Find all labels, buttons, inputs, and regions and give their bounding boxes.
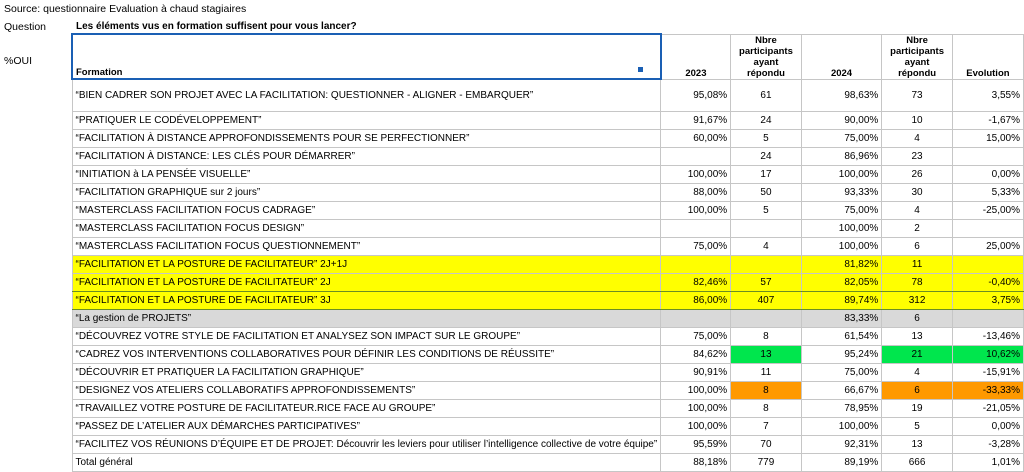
cell-nb-2024[interactable]: 4 — [882, 130, 953, 148]
table-row — [72, 238, 1024, 256]
cell-evolution[interactable] — [952, 148, 1023, 166]
cell-evolution[interactable]: 3,55% — [952, 79, 1023, 112]
cell-nb-2024[interactable]: 2 — [882, 220, 953, 238]
cell-2024[interactable]: 92,31% — [801, 436, 882, 454]
table-row — [72, 184, 1024, 202]
cell-nb-2024[interactable]: 30 — [882, 184, 953, 202]
table-row — [72, 292, 1024, 310]
cell-evolution[interactable]: 3,75% — [952, 292, 1023, 310]
cell-2024[interactable]: 75,00% — [801, 202, 882, 220]
cell-2023[interactable]: 90,91% — [661, 364, 731, 382]
question-label: Question — [4, 21, 47, 33]
cell-2023[interactable]: 100,00% — [661, 418, 731, 436]
cell-2023[interactable]: 84,62% — [661, 346, 731, 364]
cell-2024[interactable]: 81,82% — [801, 256, 882, 274]
cell-nb-2023[interactable]: 779 — [731, 454, 802, 472]
cell-2023[interactable] — [661, 148, 731, 166]
cell-2023[interactable]: 100,00% — [661, 166, 731, 184]
cell-nb-2023[interactable]: 70 — [731, 436, 802, 454]
table-row — [72, 310, 1024, 328]
cell-2023[interactable]: 60,00% — [661, 130, 731, 148]
cell-2023[interactable]: 91,67% — [661, 112, 731, 130]
cell-nb-2023[interactable]: 24 — [731, 148, 802, 166]
cell-formation[interactable]: “FACILITATION À DISTANCE APPROFONDISSEMENTS POUR SE PERFECTIONNER” — [72, 130, 661, 148]
cell-nb-2024[interactable]: 4 — [882, 202, 953, 220]
cell-2024[interactable]: 75,00% — [801, 130, 882, 148]
table-row — [72, 148, 1024, 166]
cell-nb-2023[interactable]: 7 — [731, 418, 802, 436]
cell-2024[interactable]: 83,33% — [801, 310, 882, 328]
cell-evolution[interactable] — [952, 256, 1023, 274]
cell-nb-2023[interactable]: 4 — [731, 238, 802, 256]
cell-formation[interactable]: “La gestion de PROJETS” — [72, 310, 661, 328]
cell-formation[interactable]: “MASTERCLASS FACILITATION FOCUS CADRAGE” — [72, 202, 661, 220]
cell-formation[interactable]: “FACILITEZ VOS RÉUNIONS D’ÉQUIPE ET DE PROJET: Découvrir les leviers pour utiliser l’intelligence collective de votre équipe” — [72, 436, 661, 454]
cell-evolution[interactable]: -3,28% — [952, 436, 1023, 454]
cell-nb-2023[interactable]: 8 — [731, 328, 802, 346]
cell-nb-2024[interactable]: 23 — [882, 148, 953, 166]
table-row — [72, 418, 1024, 436]
cell-nb-2023[interactable] — [731, 256, 802, 274]
table-row — [72, 364, 1024, 382]
cell-nb-2024[interactable]: 4 — [882, 364, 953, 382]
cell-nb-2023[interactable]: 13 — [731, 346, 802, 364]
cell-nb-2024[interactable]: 10 — [882, 112, 953, 130]
cell-formation[interactable]: “FACILITATION ET LA POSTURE DE FACILITATEUR” 2J — [72, 274, 661, 292]
cell-nb-2024[interactable]: 5 — [882, 418, 953, 436]
cell-evolution[interactable]: 15,00% — [952, 130, 1023, 148]
cell-formation[interactable]: “MASTERCLASS FACILITATION FOCUS QUESTIONNEMENT” — [72, 238, 661, 256]
cell-evolution[interactable]: -15,91% — [952, 364, 1023, 382]
table-row — [72, 130, 1024, 148]
table-row — [72, 328, 1024, 346]
cell-evolution[interactable]: -1,67% — [952, 112, 1023, 130]
cell-2023[interactable]: 100,00% — [661, 400, 731, 418]
table-row — [72, 112, 1024, 130]
cell-2023[interactable] — [661, 256, 731, 274]
cell-2024[interactable]: 86,96% — [801, 148, 882, 166]
cell-2024[interactable]: 90,00% — [801, 112, 882, 130]
cell-formation[interactable]: “PRATIQUER LE CODÉVELOPPEMENT” — [72, 112, 661, 130]
cell-2023[interactable] — [661, 310, 731, 328]
cell-formation[interactable]: “FACILITATION ET LA POSTURE DE FACILITATEUR” 3J — [72, 292, 661, 310]
table-row — [72, 274, 1024, 292]
cell-nb-2023[interactable]: 8 — [731, 382, 802, 400]
cell-nb-2023[interactable]: 407 — [731, 292, 802, 310]
cell-2023[interactable]: 95,59% — [661, 436, 731, 454]
cell-nb-2024[interactable]: 11 — [882, 256, 953, 274]
table-row — [72, 220, 1024, 238]
cell-formation[interactable]: “DÉCOUVREZ VOTRE STYLE DE FACILITATION ET ANALYSEZ SON IMPACT SUR LE GROUPE” — [72, 328, 661, 346]
cell-evolution[interactable]: -13,46% — [952, 328, 1023, 346]
cell-2023[interactable]: 88,00% — [661, 184, 731, 202]
cell-evolution[interactable]: 5,33% — [952, 184, 1023, 202]
cell-evolution[interactable]: -21,05% — [952, 400, 1023, 418]
cell-nb-2024[interactable]: 6 — [882, 310, 953, 328]
table-row — [72, 400, 1024, 418]
cell-nb-2024[interactable]: 13 — [882, 328, 953, 346]
cell-2024[interactable]: 100,00% — [801, 220, 882, 238]
cell-formation[interactable]: “PASSEZ DE L’ATELIER AUX DÉMARCHES PARTICIPATIVES” — [72, 418, 661, 436]
cell-evolution[interactable]: 0,00% — [952, 418, 1023, 436]
cell-formation[interactable]: “BIEN CADRER SON PROJET AVEC LA FACILITATION: QUESTIONNER - ALIGNER - EMBARQUER” — [72, 79, 661, 112]
cell-2024[interactable]: 100,00% — [801, 418, 882, 436]
cell-nb-2023[interactable]: 57 — [731, 274, 802, 292]
cell-2023[interactable]: 100,00% — [661, 202, 731, 220]
table-row — [72, 202, 1024, 220]
cell-nb-2023[interactable]: 11 — [731, 364, 802, 382]
cell-2024[interactable]: 93,33% — [801, 184, 882, 202]
cell-nb-2023[interactable] — [731, 220, 802, 238]
cell-formation[interactable]: “INITIATION à LA PENSÉE VISUELLE” — [72, 166, 661, 184]
cell-nb-2024[interactable]: 13 — [882, 436, 953, 454]
cell-formation[interactable]: Total général — [72, 454, 661, 472]
cell-2023[interactable]: 86,00% — [661, 292, 731, 310]
cell-evolution[interactable]: 1,01% — [952, 454, 1023, 472]
cell-nb-2023[interactable]: 24 — [731, 112, 802, 130]
cell-2023[interactable]: 82,46% — [661, 274, 731, 292]
cell-nb-2024[interactable]: 6 — [882, 238, 953, 256]
cell-evolution[interactable]: 10,62% — [952, 346, 1023, 364]
cell-evolution[interactable] — [952, 310, 1023, 328]
cell-evolution[interactable] — [952, 220, 1023, 238]
source-note: Source: questionnaire Evaluation à chaud stagiaires — [4, 3, 247, 15]
cell-2024[interactable]: 98,63% — [801, 79, 882, 112]
cell-2023[interactable] — [661, 220, 731, 238]
table-row — [72, 256, 1024, 274]
cell-2024[interactable]: 89,19% — [801, 454, 882, 472]
cell-2024[interactable]: 100,00% — [801, 166, 882, 184]
cell-2023[interactable]: 75,00% — [661, 328, 731, 346]
cell-formation[interactable]: “DÉCOUVRIR ET PRATIQUER LA FACILITATION GRAPHIQUE” — [72, 364, 661, 382]
cell-2023[interactable]: 75,00% — [661, 238, 731, 256]
cell-nb-2024[interactable]: 19 — [882, 400, 953, 418]
cell-nb-2024[interactable]: 312 — [882, 292, 953, 310]
cell-nb-2024[interactable]: 73 — [882, 79, 953, 112]
cell-2024[interactable]: 100,00% — [801, 238, 882, 256]
cell-nb-2023[interactable]: 17 — [731, 166, 802, 184]
cell-formation[interactable]: “MASTERCLASS FACILITATION FOCUS DESIGN” — [72, 220, 661, 238]
cell-nb-2024[interactable]: 666 — [882, 454, 953, 472]
total-row — [72, 454, 1024, 472]
cell-nb-2023[interactable]: 5 — [731, 130, 802, 148]
cell-evolution[interactable]: 0,00% — [952, 166, 1023, 184]
cell-formation[interactable]: “FACILITATION GRAPHIQUE sur 2 jours” — [72, 184, 661, 202]
cell-nb-2024[interactable]: 26 — [882, 166, 953, 184]
header-participants-2023[interactable]: Nbre participants ayant répondu — [731, 34, 802, 79]
header-formation[interactable]: Formation — [72, 34, 661, 79]
cell-formation[interactable]: “CADREZ VOS INTERVENTIONS COLLABORATIVES POUR DÉFINIR LES CONDITIONS DE RÉUSSITE” — [72, 346, 661, 364]
header-evolution[interactable]: Evolution — [952, 34, 1023, 79]
cell-evolution[interactable]: -25,00% — [952, 202, 1023, 220]
percent-oui-label: %OUI — [4, 55, 33, 67]
question-text: Les éléments vus en formation suffisent pour vous lancer? — [76, 21, 357, 32]
table-row — [72, 166, 1024, 184]
cell-nb-2024[interactable]: 21 — [882, 346, 953, 364]
cell-evolution[interactable]: -0,40% — [952, 274, 1023, 292]
cell-formation[interactable]: “FACILITATION À DISTANCE: LES CLÉS POUR DÉMARRER” — [72, 148, 661, 166]
cell-2024[interactable]: 82,05% — [801, 274, 882, 292]
header-2024[interactable]: 2024 — [801, 34, 882, 79]
cell-nb-2023[interactable]: 5 — [731, 202, 802, 220]
header-participants-2024[interactable]: Nbre participants ayant répondu — [882, 34, 953, 79]
table-row — [72, 382, 1024, 400]
cell-2024[interactable]: 75,00% — [801, 364, 882, 382]
cell-nb-2023[interactable]: 61 — [731, 79, 802, 112]
cell-2023[interactable]: 100,00% — [661, 382, 731, 400]
cell-2024[interactable]: 66,67% — [801, 382, 882, 400]
cell-formation[interactable]: “FACILITATION ET LA POSTURE DE FACILITATEUR” 2J+1J — [72, 256, 661, 274]
cell-selection-handle[interactable] — [637, 66, 644, 73]
cell-nb-2023[interactable]: 50 — [731, 184, 802, 202]
cell-nb-2023[interactable]: 8 — [731, 400, 802, 418]
cell-nb-2023[interactable] — [731, 310, 802, 328]
cell-evolution[interactable]: -33,33% — [952, 382, 1023, 400]
cell-formation[interactable]: “TRAVAILLEZ VOTRE POSTURE DE FACILITATEUR.RICE FACE AU GROUPE” — [72, 400, 661, 418]
cell-2024[interactable]: 61,54% — [801, 328, 882, 346]
cell-formation[interactable]: “DESIGNEZ VOS ATELIERS COLLABORATIFS APPROFONDISSEMENTS” — [72, 382, 661, 400]
cell-nb-2024[interactable]: 78 — [882, 274, 953, 292]
cell-2024[interactable]: 78,95% — [801, 400, 882, 418]
results-table — [71, 33, 1024, 472]
header-row — [72, 34, 1024, 79]
cell-2023[interactable]: 95,08% — [661, 79, 731, 112]
cell-evolution[interactable]: 25,00% — [952, 238, 1023, 256]
cell-2024[interactable]: 95,24% — [801, 346, 882, 364]
cell-2024[interactable]: 89,74% — [801, 292, 882, 310]
cell-nb-2024[interactable]: 6 — [882, 382, 953, 400]
header-2023[interactable]: 2023 — [661, 34, 731, 79]
table-row — [72, 79, 1024, 112]
cell-2023[interactable]: 88,18% — [661, 454, 731, 472]
table-row — [72, 346, 1024, 364]
